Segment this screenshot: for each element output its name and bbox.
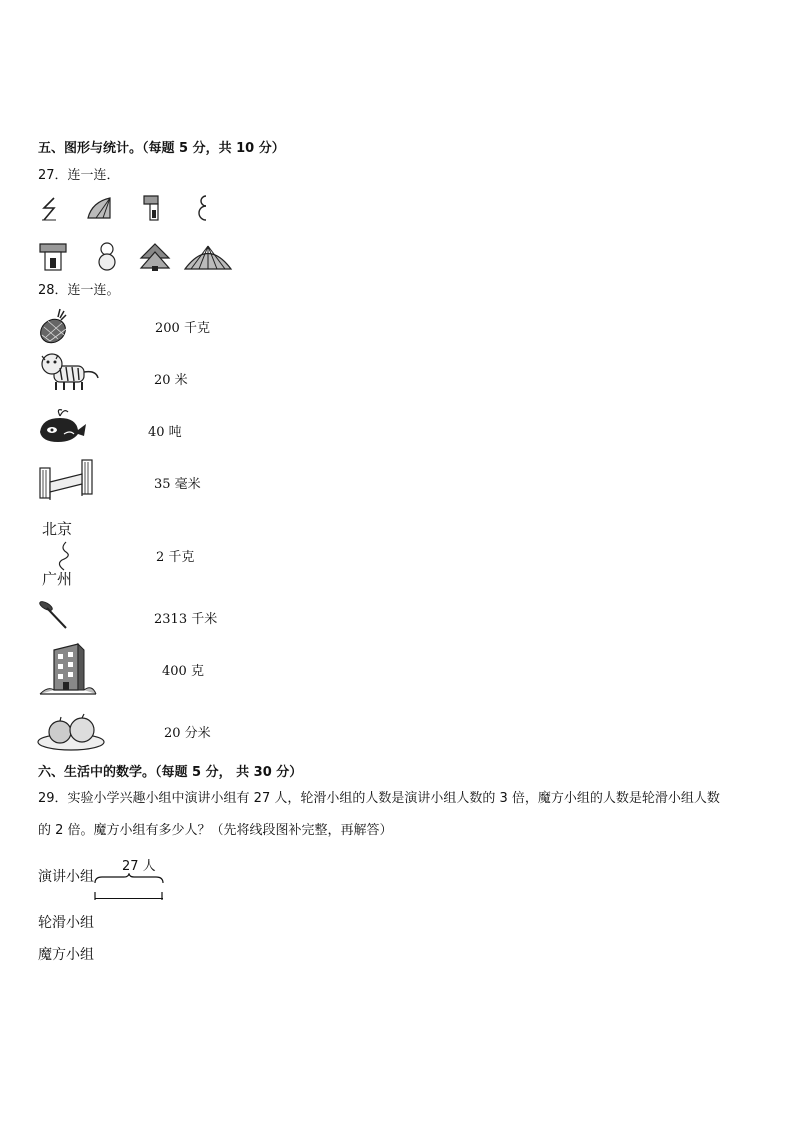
route-icon [52,540,76,572]
question-27-prompt: 27．连一连． [38,168,120,183]
city-guangzhou: 广州 [42,570,73,588]
section-5-heading: 五、图形与统计。（每题 5 分，共 10 分） [38,141,285,156]
value-20m: 20 米 [154,373,188,388]
gourd-icon [95,240,119,272]
row-label-cube: 魔方小组 [38,947,94,963]
pineapple-icon [38,307,72,345]
half-house-icon [142,194,164,222]
half-umbrella-icon [86,196,114,220]
house-icon [38,242,68,272]
bed-icon [38,458,94,502]
fruit-plate-icon [36,710,106,752]
value-2313km: 2313 千米 [154,612,218,627]
segment-tick-left [94,892,96,900]
whale-icon [38,406,88,446]
tiger-icon [36,352,102,392]
question-29-line-1: 29．实验小学兴趣小组中演讲小组有 27 人，轮滑小组的人数是演讲小组人数的 3 倍，魔方小组的人数是轮滑小组人数 [38,791,720,806]
value-400g: 400 克 [162,664,204,679]
brace-mark [94,873,164,885]
row-label-skating: 轮滑小组 [38,915,94,931]
value-40t: 40 吨 [148,425,182,440]
value-35mm: 35 毫米 [154,477,201,492]
question-28-prompt: 28．连一连。 [38,283,120,298]
question-29-line-2: 的 2 倍。魔方小组有多少人？（先将线段图补完整，再解答） [38,823,393,838]
city-beijing: 北京 [42,520,73,538]
speech-group-segment [95,898,163,899]
value-200kg: 200 千克 [155,321,210,336]
building-icon [38,640,98,696]
nail-icon [38,600,68,630]
brace-label: 27 人 [122,859,156,874]
tree-icon [138,242,172,272]
section-6-heading: 六、生活中的数学。（每题 5 分， 共 30 分） [38,765,303,780]
umbrella-icon [183,244,233,272]
row-label-speech: 演讲小组 [38,869,94,885]
value-20dm: 20 分米 [164,726,211,741]
value-2kg: 2 千克 [156,550,195,565]
half-gourd-icon [196,194,210,224]
segment-tick-right [161,892,163,900]
half-zigzag-icon [40,196,60,222]
